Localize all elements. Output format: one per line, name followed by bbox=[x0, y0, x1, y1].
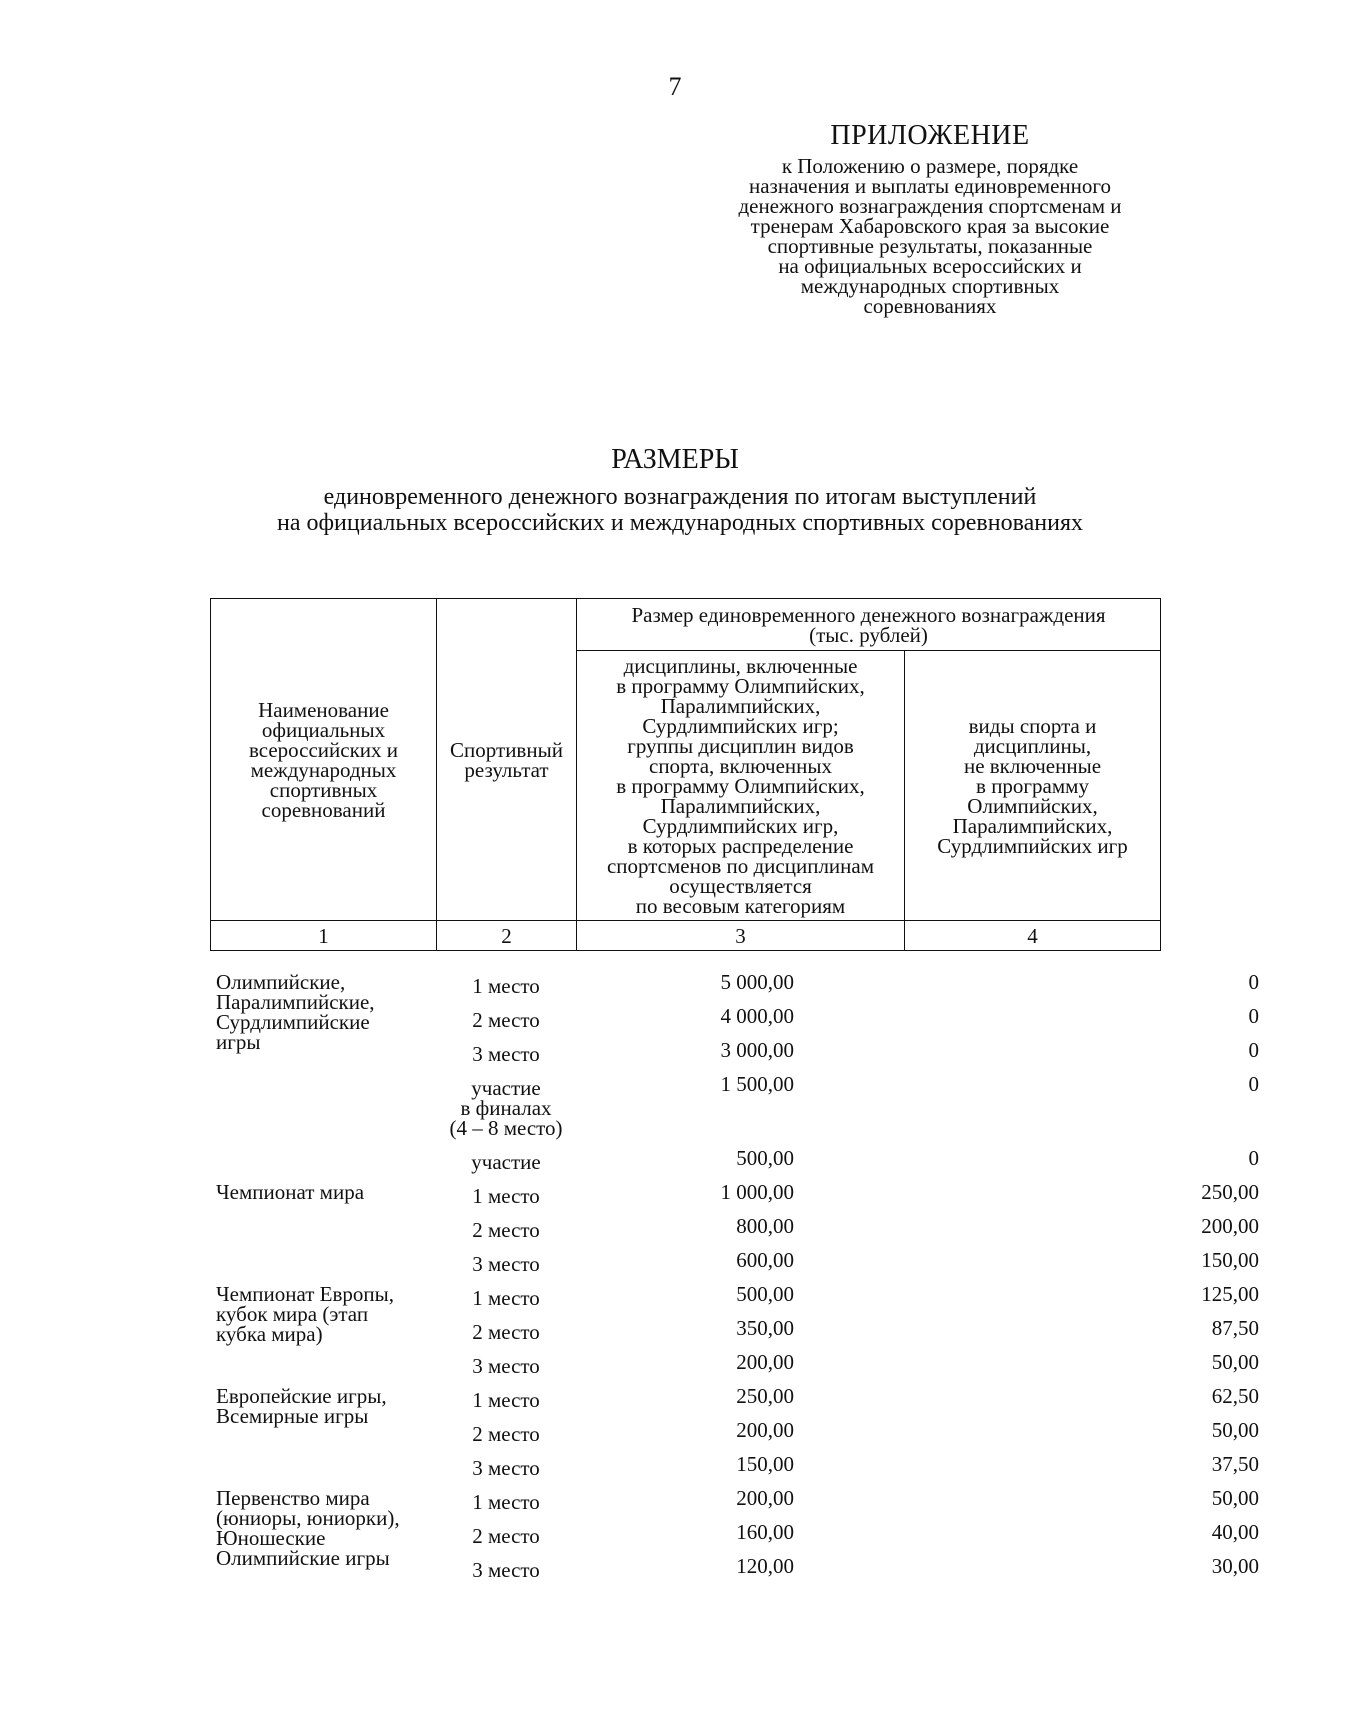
value-non-olympic: 30,00 bbox=[1211, 1554, 1259, 1578]
result-cell: 1 место bbox=[472, 1490, 540, 1514]
table-header bbox=[210, 598, 1161, 951]
competition-name: Чемпионат Европы, кубок мира (этап кубка мира) bbox=[216, 1282, 395, 1346]
value-non-olympic: 200,00 bbox=[1201, 1214, 1259, 1238]
value-non-olympic: 0 bbox=[1248, 1072, 1259, 1096]
appendix-line: денежного вознаграждения спортсменам и bbox=[738, 194, 1122, 218]
competition-name: Европейские игры, Всемирные игры bbox=[216, 1384, 387, 1428]
value-olympic: 200,00 bbox=[736, 1350, 794, 1374]
value-olympic: 160,00 bbox=[736, 1520, 794, 1544]
result-cell: 1 место bbox=[472, 1184, 540, 1208]
column-number: 4 bbox=[905, 921, 1161, 951]
value-olympic: 200,00 bbox=[736, 1486, 794, 1510]
header-col-reward-size: Размер единовременного денежного вознаграждения (тыс. рублей) bbox=[577, 599, 1161, 651]
appendix-reference bbox=[680, 156, 1180, 316]
result-cell: 3 место bbox=[472, 1558, 540, 1582]
result-cell: 3 место bbox=[472, 1354, 540, 1378]
appendix-block bbox=[680, 120, 1180, 316]
appendix-title: ПРИЛОЖЕНИЕ bbox=[830, 120, 1030, 151]
value-non-olympic: 50,00 bbox=[1211, 1486, 1259, 1510]
value-non-olympic: 37,50 bbox=[1211, 1452, 1259, 1476]
column-number: 3 bbox=[577, 921, 905, 951]
value-non-olympic: 62,50 bbox=[1211, 1384, 1259, 1408]
value-non-olympic: 0 bbox=[1248, 1038, 1259, 1062]
result-cell: 3 место bbox=[472, 1456, 540, 1480]
table-row bbox=[210, 1004, 1259, 1040]
table-row bbox=[210, 1486, 1259, 1522]
table-row bbox=[210, 1214, 1259, 1250]
column-number: 1 bbox=[211, 921, 437, 951]
competition-group bbox=[210, 1180, 1259, 1284]
value-olympic: 120,00 bbox=[736, 1554, 794, 1578]
value-olympic: 600,00 bbox=[736, 1248, 794, 1272]
value-non-olympic: 0 bbox=[1248, 970, 1259, 994]
header-col-non-olympic: виды спорта и дисциплины, не включенные в программу Олимпийских, Паралимпийских, Сурдлимпийских игр bbox=[905, 651, 1161, 921]
table-row bbox=[210, 1520, 1259, 1556]
value-olympic: 1 000,00 bbox=[720, 1180, 794, 1204]
table-row bbox=[210, 1180, 1259, 1216]
competition-name: Первенство мира (юниоры, юниорки), Юношеские Олимпийские игры bbox=[216, 1486, 400, 1570]
value-non-olympic: 50,00 bbox=[1211, 1418, 1259, 1442]
result-cell: участие в финалах (4 – 8 место) bbox=[449, 1076, 563, 1140]
table-row bbox=[210, 1418, 1259, 1454]
appendix-line: тренерам Хабаровского края за высокие bbox=[750, 214, 1110, 238]
appendix-line: к Положению о размере, порядке bbox=[781, 154, 1079, 178]
value-non-olympic: 87,50 bbox=[1211, 1316, 1259, 1340]
competition-group bbox=[210, 1282, 1259, 1386]
appendix-line: соревнованиях bbox=[863, 294, 997, 318]
appendix-line: назначения и выплаты единовременного bbox=[748, 174, 1111, 198]
appendix-line: спортивные результаты, показанные bbox=[767, 234, 1093, 258]
value-non-olympic: 0 bbox=[1248, 1146, 1259, 1170]
table-row bbox=[210, 1384, 1259, 1420]
value-olympic: 800,00 bbox=[736, 1214, 794, 1238]
result-cell: 2 место bbox=[472, 1524, 540, 1548]
result-cell: участие bbox=[471, 1150, 541, 1174]
value-non-olympic: 40,00 bbox=[1211, 1520, 1259, 1544]
table-row bbox=[210, 1248, 1259, 1284]
header-col-result: Спортивный результат bbox=[437, 599, 577, 921]
value-olympic: 200,00 bbox=[736, 1418, 794, 1442]
result-cell: 2 место bbox=[472, 1422, 540, 1446]
document-title: РАЗМЕРЫ bbox=[611, 444, 739, 475]
subtitle-line: на официальных всероссийских и международных спортивных соревнованиях bbox=[276, 510, 1083, 536]
table-row bbox=[210, 1350, 1259, 1386]
table-row bbox=[210, 1316, 1259, 1352]
table-row bbox=[210, 1072, 1259, 1148]
column-number: 2 bbox=[437, 921, 577, 951]
value-non-olympic: 0 bbox=[1248, 1004, 1259, 1028]
result-cell: 1 место bbox=[472, 1388, 540, 1412]
competition-group bbox=[210, 1384, 1259, 1488]
table-row bbox=[210, 1038, 1259, 1074]
value-olympic: 250,00 bbox=[736, 1384, 794, 1408]
value-olympic: 350,00 bbox=[736, 1316, 794, 1340]
value-olympic: 1 500,00 bbox=[720, 1072, 794, 1096]
value-olympic: 150,00 bbox=[736, 1452, 794, 1476]
value-non-olympic: 250,00 bbox=[1201, 1180, 1259, 1204]
header-col-competition: Наименование официальных всероссийских и международных спортивных соревнований bbox=[211, 599, 437, 921]
document-subtitle bbox=[200, 484, 1160, 536]
table-row bbox=[210, 1452, 1259, 1488]
table-body bbox=[210, 970, 1259, 1590]
table-row bbox=[210, 1554, 1259, 1590]
result-cell: 1 место bbox=[472, 974, 540, 998]
value-olympic: 4 000,00 bbox=[720, 1004, 794, 1028]
result-cell: 2 место bbox=[472, 1218, 540, 1242]
result-cell: 3 место bbox=[472, 1042, 540, 1066]
result-cell: 2 место bbox=[472, 1320, 540, 1344]
header-col-olympic-disciplines: дисциплины, включенные в программу Олимпийских, Паралимпийских, Сурдлимпийских игр; группы дисциплин видов спорта, включенных в программу Олимпийских, Паралимпийских, Сурдлимпийских игр, в которых распределение спортсменов по дисциплинам осуществляется по весовым категориям bbox=[577, 651, 905, 921]
result-cell: 2 место bbox=[472, 1008, 540, 1032]
table-row bbox=[210, 970, 1259, 1006]
result-cell: 3 место bbox=[472, 1252, 540, 1276]
competition-group bbox=[210, 1486, 1259, 1590]
competition-name: Чемпионат мира bbox=[216, 1180, 365, 1204]
value-non-olympic: 50,00 bbox=[1211, 1350, 1259, 1374]
value-olympic: 5 000,00 bbox=[720, 970, 794, 994]
competition-group bbox=[210, 970, 1259, 1182]
value-olympic: 3 000,00 bbox=[720, 1038, 794, 1062]
subtitle-line: единовременного денежного вознаграждения по итогам выступлений bbox=[323, 484, 1037, 510]
result-cell: 1 место bbox=[472, 1286, 540, 1310]
value-olympic: 500,00 bbox=[736, 1146, 794, 1170]
competition-name: Олимпийские, Паралимпийские, Сурдлимпийские игры bbox=[216, 970, 375, 1054]
appendix-line: международных спортивных bbox=[800, 274, 1060, 298]
value-non-olympic: 125,00 bbox=[1201, 1282, 1259, 1306]
page-number: 7 bbox=[668, 72, 682, 101]
table-row bbox=[210, 1146, 1259, 1182]
value-olympic: 500,00 bbox=[736, 1282, 794, 1306]
table-row bbox=[210, 1282, 1259, 1318]
value-non-olympic: 150,00 bbox=[1201, 1248, 1259, 1272]
appendix-line: на официальных всероссийских и bbox=[778, 254, 1082, 278]
